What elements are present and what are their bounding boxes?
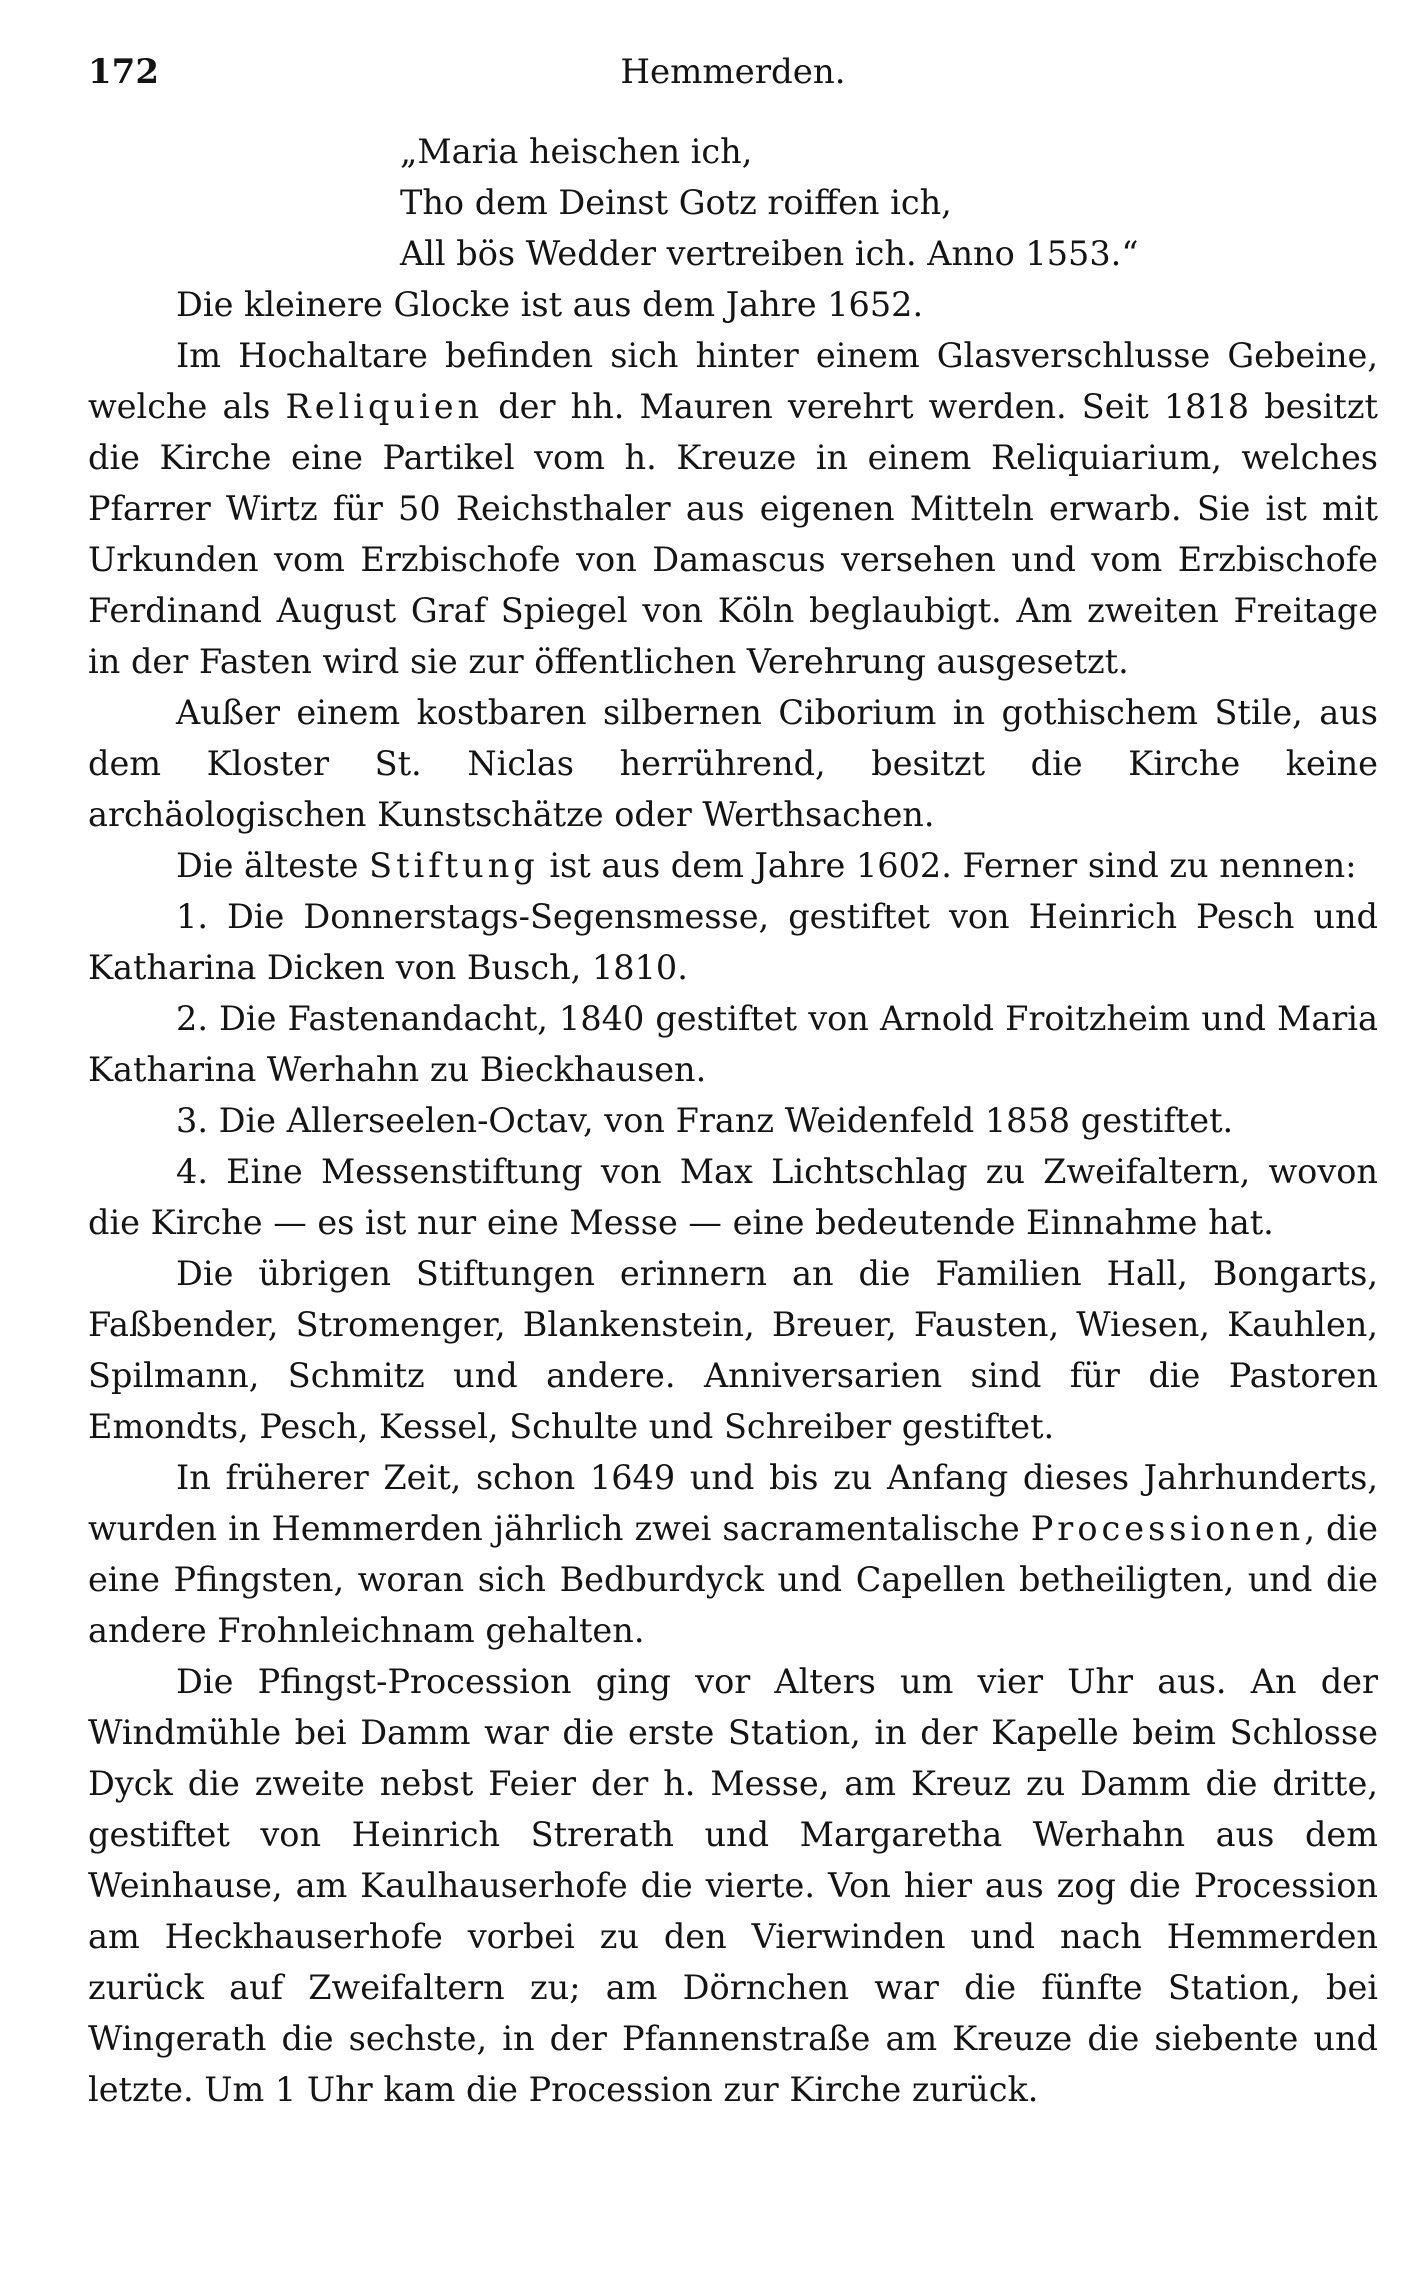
paragraph-ciborium: Außer einem kostbaren silbernen Ciborium in gothischem Stile, aus dem Kloster St. Niclas herrührend, besitzt die Kirche keine archäologischen Kunstschätze oder Werthsachen. <box>88 693 1378 834</box>
paragraph-pentecost-procession: Die Pfingst-Procession ging vor Alters um vier Uhr aus. An der Windmühle bei Damm war die erste Station, in der Kapelle beim Schlosse Dyck die zweite nebst Feier der h. Messe, am Kreuz zu Damm die dritte, gestiftet von Heinrich Strerath und Margaretha Werhahn aus dem Weinhause, am Kaulhauserhofe die vierte. Von hier aus zog die Procession am Heckhauserhofe vorbei zu den Vierwinden und nach Hemmerden zurück auf Zweifaltern zu; am Dörnchen war die fünfte Station, bei Wingerath die sechste, in der Pfannenstraße am Kreuze die siebente und letzte. Um 1 Uhr kam die Procession zur Kirche zurück. <box>88 1662 1378 2109</box>
text-span: , die eine Pfingsten, woran sich Bedburdyck und Capellen betheiligten, und die andere Frohnleichnam gehalten. <box>88 1509 1378 1650</box>
running-head: Hemmerden. <box>620 52 846 92</box>
list-item: 4. Eine Messenstiftung von Max Lichtschlag zu Zweifaltern, wovon die Kirche — es ist nur eine Messe — eine bedeutende Einnahme hat. <box>88 1152 1378 1242</box>
text-span: In früherer Zeit, schon 1649 und bis zu Anfang dieses Jahrhunderts, wurden in Hemmerden jährlich zwei sacramentalische <box>88 1458 1378 1548</box>
paragraph-relics <box>88 330 1378 687</box>
paragraph-bell: Die kleinere Glocke ist aus dem Jahre 1652. <box>176 285 924 324</box>
list-item: 3. Die Allerseelen-Octav, von Franz Weidenfeld 1858 gestiftet. <box>176 1101 1234 1140</box>
text-span: Im Hochaltare befinden sich hinter einem Glasverschlusse Gebeine, welche als <box>88 336 1378 426</box>
list-item: 1. Die Donnerstags-Segensmesse, gestiftet von Heinrich Pesch und Katharina Dicken von Busch, 1810. <box>88 897 1378 987</box>
text-span: Die älteste <box>176 846 370 885</box>
verse-line: „Maria heischen ich, <box>400 132 753 171</box>
spaced-term: Processionen <box>1030 1509 1305 1548</box>
text-span: der hh. Mauren verehrt werden. Seit 1818 besitzt die Kirche eine Partikel vom h. Kreuze in einem Reliquiarium, welches Pfarrer Wirtz für 50 Reichsthaler aus eigenen Mitteln erwarb. Sie ist mit Urkunden vom Erzbischofe von Damascus versehen und vom Erzbischofe Ferdinand August Graf Spiegel von Köln beglaubigt. Am zweiten Freitage in der Fasten wird sie zur öffentlichen Verehrung ausgesetzt. <box>88 387 1378 681</box>
paragraph-foundation <box>88 840 1378 891</box>
page-number: 172 <box>88 52 159 92</box>
paragraph-processions <box>88 1452 1378 1656</box>
spaced-term: Stiftung <box>369 846 539 885</box>
text-span: ist aus dem Jahre 1602. Ferner sind zu nennen: <box>538 846 1357 885</box>
verse-line: Tho dem Deinst Gotz roiffen ich, <box>400 183 952 222</box>
spaced-term: Reliquien <box>285 387 484 426</box>
paragraph-families: Die übrigen Stiftungen erinnern an die Familien Hall, Bongarts, Faßbender, Stromenger, Blankenstein, Breuer, Fausten, Wiesen, Kauhlen, Spilmann, Schmitz und andere. Anniversarien sind für die Pastoren Emondts, Pesch, Kessel, Schulte und Schreiber gestiftet. <box>88 1254 1378 1446</box>
page-header <box>88 52 1378 102</box>
body-text <box>88 126 1378 2115</box>
list-item: 2. Die Fastenandacht, 1840 gestiftet von Arnold Froitzheim und Maria Katharina Werhahn zu Bieckhausen. <box>88 999 1378 1089</box>
inscription-verse <box>88 126 1378 279</box>
verse-line: All bös Wedder vertreiben ich. Anno 1553.“ <box>400 234 1139 273</box>
